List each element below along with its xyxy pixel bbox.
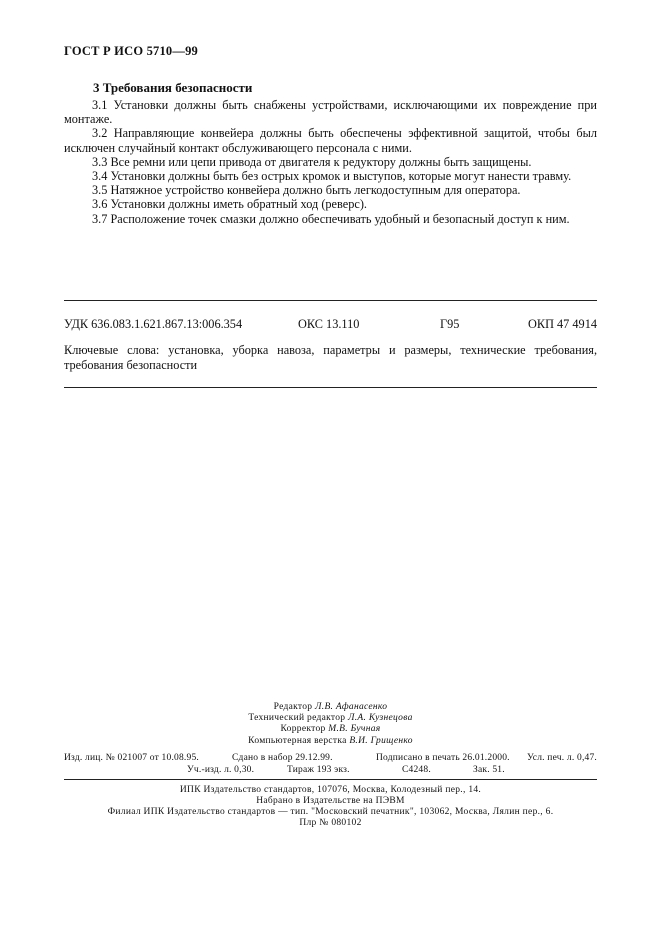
pub-sheets: Уч.-изд. л. 0,30. [187, 764, 255, 775]
keywords-label: Ключевые слова: [64, 343, 160, 357]
keywords-text: установка, уборка навоза, параметры и размеры, технические требования, требования безопасности [64, 343, 598, 372]
requirement-item: 3.6 Установки должны иметь обратный ход (реверс). [92, 197, 367, 212]
requirement-item: 3.5 Натяжное устройство конвейера должно быть легкодоступным для оператора. [92, 183, 521, 198]
requirements-list [64, 98, 597, 226]
editor-role: Редактор [273, 702, 313, 712]
imprint-divider [64, 779, 597, 780]
keywords [64, 343, 597, 373]
page-header: ГОСТ Р ИСО 5710—99 [64, 44, 198, 58]
submitted-date: Сдано в набор 29.12.99. [232, 753, 333, 763]
group-code: Г95 [440, 317, 460, 331]
circulation: Тираж 193 экз. [287, 764, 350, 775]
imprint [64, 753, 597, 776]
publisher-address: ИПК Издательство стандартов, 107076, Москва, Колодезный пер., 14. [179, 785, 482, 795]
udk-code: УДК 636.083.1.621.867.13:006.354 [64, 317, 243, 331]
print-code: С4248. [402, 764, 431, 775]
layout-name: В.И. Грищенко [349, 735, 413, 746]
order-number: Зак. 51. [473, 764, 505, 775]
requirement-item: 3.4 Установки должны быть без острых кромок и выступов, которые могут нанести травму. [92, 169, 572, 184]
editor-name: Л.В. Афанасенко [315, 702, 388, 712]
tech-editor-role: Технический редактор [248, 713, 346, 724]
proofreader-name: М.В. Бучная [328, 724, 381, 735]
proofreader-role: Корректор [280, 724, 326, 735]
print-sheets: Усл. печ. л. 0,47. [527, 753, 597, 763]
tech-editor-name: Л.А. Кузнецова [348, 713, 413, 724]
requirement-item: 3.1 Установки должны быть снабжены устройствами, исключающими их повреждение при монтаже. [64, 98, 597, 127]
typeset-note: Набрано в Издательстве на ПЭВМ [256, 796, 405, 806]
requirement-item: 3.3 Все ремни или цепи привода от двигателя к редуктору должны быть защищены. [92, 154, 532, 169]
okp-code: ОКП 47 4914 [527, 317, 597, 331]
requirement-item: 3.2 Направляющие конвейера должны быть обеспечены эффективной защитой, чтобы был исключен случайный контакт обслуживающего персонала с ними. [64, 126, 597, 155]
layout-role: Компьютерная верстка [248, 735, 347, 746]
oks-code: ОКС 13.110 [298, 317, 360, 331]
bottom-divider [64, 387, 597, 388]
signed-date: Подписано в печать 26.01.2000. [376, 753, 510, 763]
top-divider [64, 300, 597, 301]
section-title: 3 Требования безопасности [93, 80, 253, 95]
requirement-item: 3.7 Расположение точек смазки должно обеспечивать удобный и безопасный доступ к ним. [92, 211, 570, 226]
plr-number: Плр № 080102 [299, 818, 362, 828]
credits [64, 702, 597, 747]
license: Изд. лиц. № 021007 от 10.08.95. [64, 753, 199, 763]
printing-branch: Филиал ИПК Издательство стандартов — тип. "Московский печатник", 103062, Москва, Лялин пер., 6. [107, 807, 554, 817]
publisher-info [64, 785, 597, 829]
